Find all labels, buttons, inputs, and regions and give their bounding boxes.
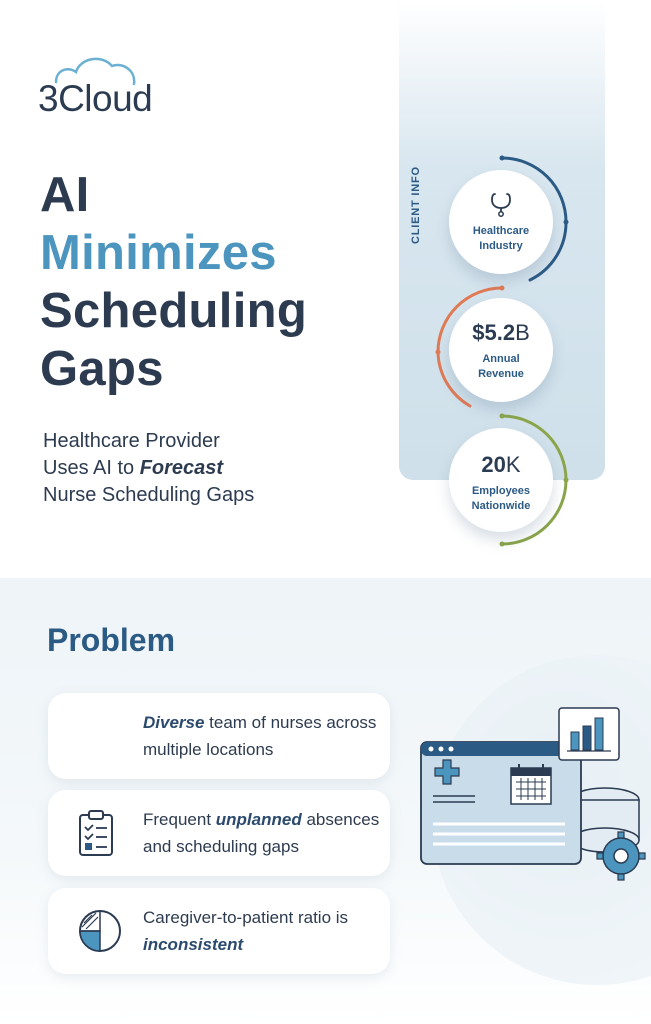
problem-card-1-after: team of nurses across multiple locations bbox=[143, 713, 377, 759]
stat-employees-unit: K bbox=[505, 452, 521, 477]
stat-industry-label-1: Healthcare bbox=[472, 225, 530, 237]
problem-card-2-text bbox=[143, 806, 393, 860]
stat-industry bbox=[449, 170, 553, 274]
problem-card-2 bbox=[48, 790, 390, 876]
client-info-label: CLIENT INFO bbox=[410, 166, 422, 244]
stat-employees-label-2: Nationwide bbox=[471, 500, 531, 512]
stat-revenue-label-1: Annual bbox=[482, 353, 520, 365]
medical-scheduling-dashboard-icon bbox=[415, 700, 651, 890]
problem-card-1-emphasis: Diverse bbox=[143, 713, 205, 732]
problem-card-3-before: Caregiver-to-patient ratio is bbox=[143, 908, 349, 927]
title-line-4: Gaps bbox=[40, 342, 164, 396]
problem-card-3-text bbox=[143, 904, 393, 958]
problem-card-3-emphasis: inconsistent bbox=[143, 935, 244, 954]
stat-revenue-value bbox=[449, 320, 553, 346]
pie-chart-icon bbox=[76, 907, 124, 955]
problem-card-2-before: Frequent bbox=[143, 810, 216, 829]
title-line-3: Scheduling bbox=[40, 284, 308, 338]
stat-revenue-unit: B bbox=[515, 320, 530, 345]
stat-industry-label-2: Industry bbox=[479, 240, 523, 252]
problem-card-1-text bbox=[143, 709, 393, 763]
stat-revenue-label-2: Revenue bbox=[478, 368, 524, 380]
problem-card-3 bbox=[48, 888, 390, 974]
stat-employees-number: 20 bbox=[481, 452, 506, 477]
stat-employees bbox=[449, 428, 553, 532]
subtitle-emphasis: Forecast bbox=[139, 457, 224, 479]
page-title bbox=[40, 166, 307, 398]
problem-heading: Problem bbox=[47, 622, 176, 658]
title-line-1: AI bbox=[40, 168, 90, 222]
problem-card-2-after: absences and scheduling gaps bbox=[143, 810, 380, 856]
subtitle-line-2-text: Uses AI to bbox=[43, 457, 140, 479]
stat-revenue bbox=[449, 298, 553, 402]
title-line-2: Minimizes bbox=[40, 226, 277, 280]
subtitle bbox=[43, 428, 254, 509]
problem-card-1 bbox=[48, 693, 390, 779]
stat-revenue-number: $5.2 bbox=[472, 320, 516, 345]
subtitle-line-1: Healthcare Provider bbox=[43, 430, 220, 452]
stat-employees-label-1: Employees bbox=[471, 485, 531, 497]
clipboard-checklist-icon bbox=[76, 809, 116, 857]
stat-employees-value bbox=[449, 452, 553, 478]
subtitle-line-3: Nurse Scheduling Gaps bbox=[43, 484, 255, 506]
subtitle-line-2 bbox=[43, 455, 254, 482]
brand-name: 3Cloud bbox=[38, 78, 153, 119]
stethoscope-icon bbox=[486, 188, 516, 218]
problem-card-2-emphasis: unplanned bbox=[215, 810, 302, 829]
